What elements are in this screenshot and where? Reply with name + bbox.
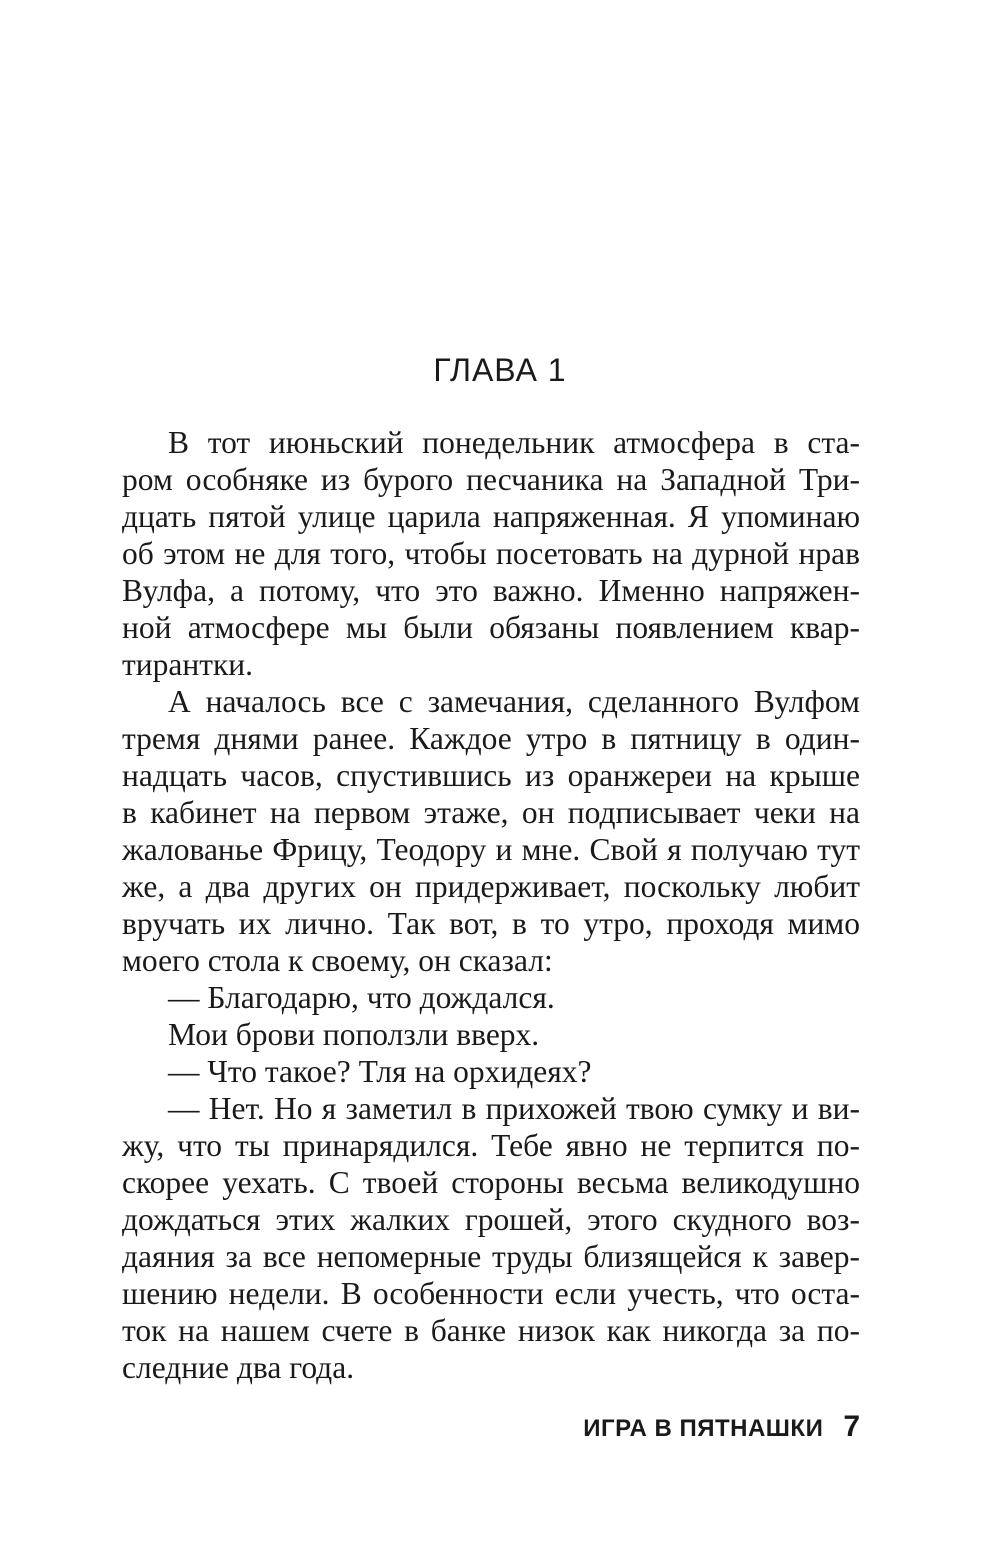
dialogue-line: — Нет. Но я заметил в прихожей твою сумку и ви- xyxy=(168,1091,860,1126)
page-footer xyxy=(583,1410,860,1444)
text-line: дцать пятой улице царила напряженная. Я упоминаю xyxy=(122,499,860,534)
text-line: вручать их лично. Так вот, в то утро, проходя мимо xyxy=(122,906,860,941)
text-line: В тот июньский понедельник атмосфера в ста- xyxy=(168,425,860,460)
dialogue-line: — Что такое? Тля на орхидеях? xyxy=(168,1054,592,1089)
text-line: тремя днями ранее. Каждое утро в пятницу в один- xyxy=(122,721,860,756)
text-line: скорее уехать. С твоей стороны весьма великодушно xyxy=(122,1165,860,1200)
text-line: об этом не для того, чтобы посетовать на дурной нрав xyxy=(122,536,860,571)
text-line: даяния за все непомерные труды близящейся к завер- xyxy=(122,1239,860,1274)
text-line: жалованье Фрицу, Теодору и мне. Свой я получаю тут xyxy=(122,832,860,867)
text-line: дождаться этих жалких грошей, этого скудного воз- xyxy=(122,1202,860,1237)
chapter-title: ГЛАВА 1 xyxy=(433,352,567,388)
text-line: Вулфа, а потому, что это важно. Именно напряжен- xyxy=(122,573,860,608)
page-number: 7 xyxy=(843,1410,860,1443)
text-line: тирантки. xyxy=(122,647,254,682)
text-line: ром особняке из бурого песчаника на Западной Три- xyxy=(122,462,860,497)
body-text xyxy=(122,424,860,1386)
text-line: ток на нашем счете в банке низок как никогда за по- xyxy=(122,1313,860,1348)
text-line: в кабинет на первом этаже, он подписывает чеки на xyxy=(122,795,860,830)
text-line: надцать часов, спустившись из оранжереи на крыше xyxy=(122,758,860,793)
text-line: жу, что ты принарядился. Тебе явно не терпится по- xyxy=(122,1128,860,1163)
text-line: моего стола к своему, он сказал: xyxy=(122,943,553,978)
text-line: же, а два других он придерживает, поскольку любит xyxy=(122,869,860,904)
text-line: А началось все с замечания, сделанного Вулфом xyxy=(168,684,860,719)
text-line: шению недели. В особенности если учесть, что оста- xyxy=(122,1276,860,1311)
text-line: следние два года. xyxy=(122,1350,355,1385)
text-line: Мои брови поползли вверх. xyxy=(168,1017,540,1052)
dialogue-line: — Благодарю, что дождался. xyxy=(168,980,555,1015)
text-line: ной атмосфере мы были обязаны появлением квар- xyxy=(122,610,860,645)
running-title: ИГРА В ПЯТНАШКИ xyxy=(583,1415,824,1442)
